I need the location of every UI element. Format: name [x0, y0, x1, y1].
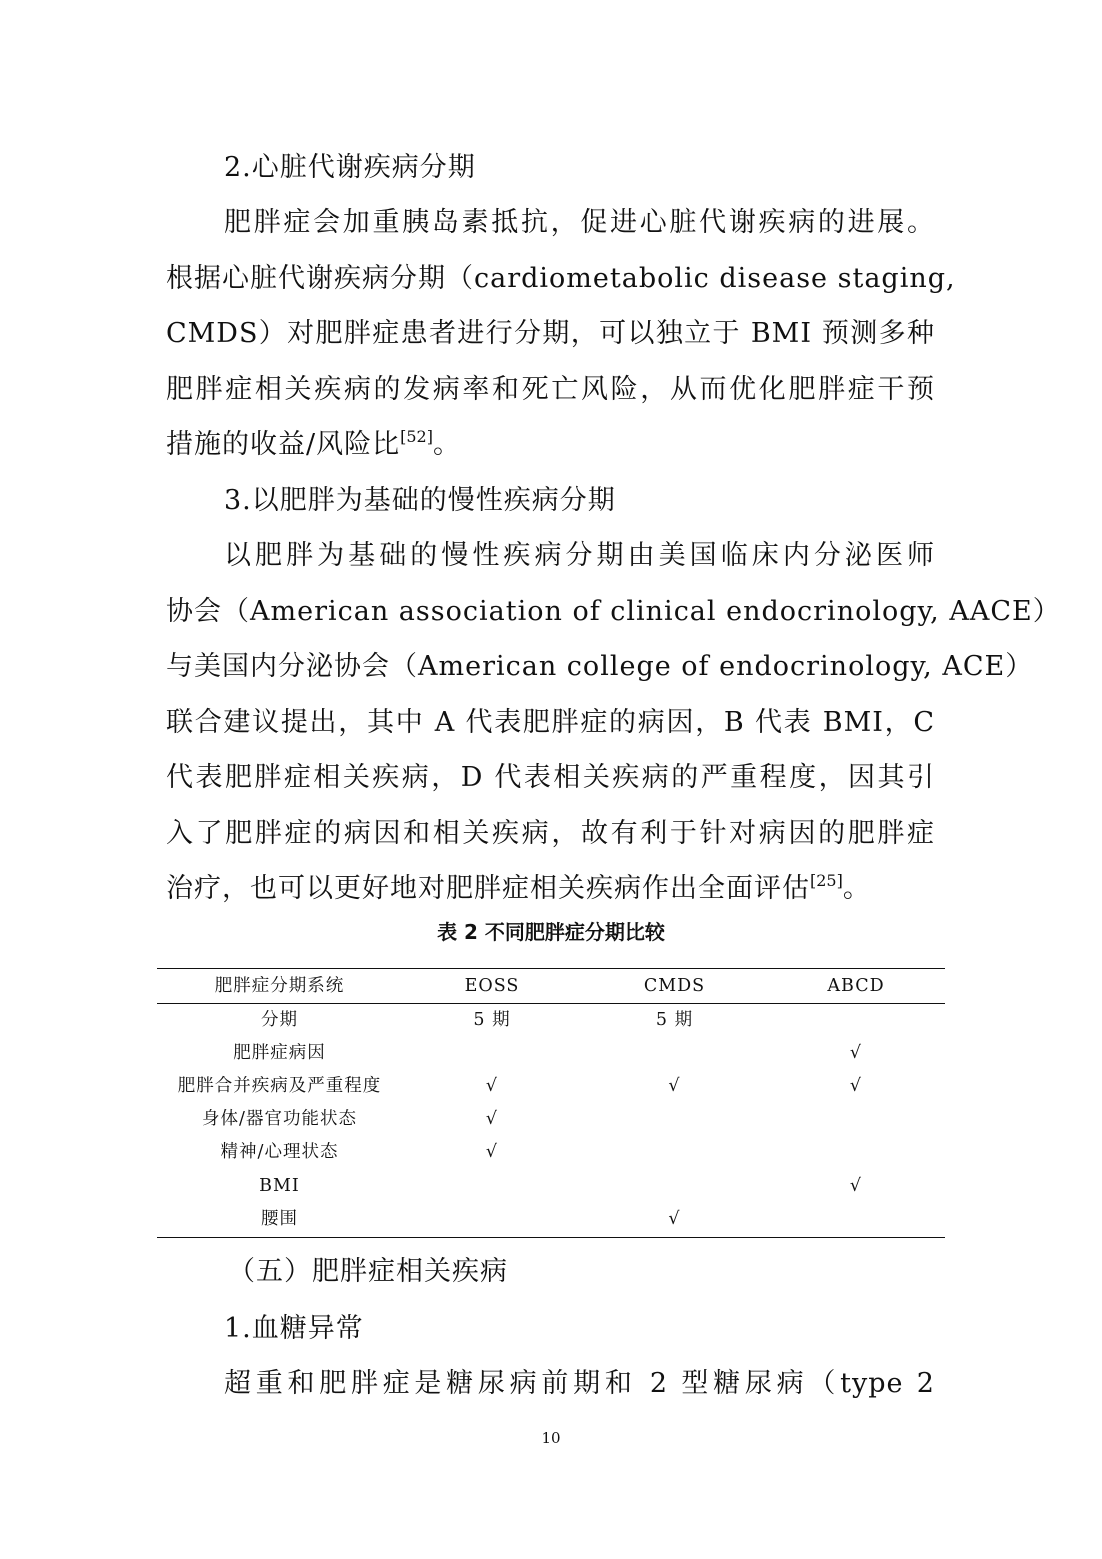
- para-cmds-line-4: 肥胖症相关疾病的发病率和死亡风险，从而优化肥胖症干预: [166, 374, 935, 405]
- heading-cmds: 2.心脏代谢疾病分期: [224, 152, 476, 183]
- citation-52: [52]: [400, 427, 433, 446]
- para-cmds-end: 。: [432, 429, 461, 460]
- row-label: 肥胖合并疾病及严重程度: [177, 1076, 382, 1096]
- cell-abcd: √: [849, 1076, 863, 1096]
- para-cmds-line-1: 肥胖症会加重胰岛素抵抗，促进心脏代谢疾病的进展。: [224, 207, 935, 238]
- para-cmds-line-3: CMDS）对肥胖症患者进行分期，可以独立于 BMI 预测多种: [166, 318, 936, 349]
- page-number: 10: [541, 1429, 561, 1447]
- row-label: 肥胖症病因: [233, 1043, 326, 1063]
- para-abcd-line-7: [166, 869, 935, 909]
- para-glucose-line-1: 超重和肥胖症是糖尿病前期和 2 型糖尿病（type 2: [224, 1368, 935, 1399]
- para-abcd-line-5: 代表肥胖症相关疾病，D 代表相关疾病的严重程度，因其引: [166, 762, 935, 793]
- cell-cmds: √: [668, 1076, 681, 1096]
- cell-cmds: 5 期: [655, 1010, 694, 1030]
- para-abcd-last-text: 治疗，也可以更好地对肥胖症相关疾病作出全面评估: [166, 873, 810, 904]
- citation-25: [25]: [810, 871, 843, 890]
- para-abcd-line-6: 入了肥胖症的病因和相关疾病，故有利于针对病因的肥胖症: [166, 818, 935, 849]
- row-label: 腰围: [261, 1209, 298, 1229]
- table-caption: 表 2 不同肥胖症分期比较: [437, 920, 665, 944]
- cell-eoss: 5 期: [473, 1010, 511, 1030]
- cell-eoss: √: [485, 1109, 499, 1129]
- cell-eoss: √: [485, 1142, 499, 1162]
- row-label: BMI: [259, 1176, 300, 1196]
- cell-abcd: √: [849, 1176, 863, 1196]
- subheading-glucose: 1.血糖异常: [224, 1313, 364, 1344]
- header-abcd: ABCD: [827, 976, 885, 996]
- para-cmds-line-5: [166, 425, 935, 465]
- para-abcd-end: 。: [842, 873, 871, 904]
- section-title: （五）肥胖症相关疾病: [228, 1256, 508, 1287]
- table-top-rule: [157, 968, 945, 969]
- cell-eoss: √: [485, 1076, 499, 1096]
- header-system: 肥胖症分期系统: [214, 976, 345, 996]
- para-abcd-line-2: 协会（American association of clinical endocrinology, AACE）: [166, 596, 1061, 627]
- cell-cmds: √: [668, 1209, 681, 1229]
- para-cmds-last-text: 措施的收益/风险比: [166, 429, 401, 460]
- para-cmds-line-2: 根据心脏代谢疾病分期（cardiometabolic disease staging,: [166, 263, 956, 294]
- row-label: 身体/器官功能状态: [202, 1109, 357, 1129]
- para-abcd-line-3: 与美国内分泌协会（American college of endocrinology, ACE）: [166, 651, 1034, 682]
- row-label: 分期: [261, 1010, 298, 1030]
- para-abcd-line-1: 以肥胖为基础的慢性疾病分期由美国临床内分泌医师: [224, 540, 935, 571]
- para-abcd-line-4: 联合建议提出，其中 A 代表肥胖症的病因，B 代表 BMI，C: [166, 707, 935, 738]
- row-label: 精神/心理状态: [220, 1142, 339, 1162]
- table-bottom-rule: [157, 1237, 945, 1238]
- cell-abcd: √: [849, 1043, 863, 1063]
- header-eoss: EOSS: [464, 976, 520, 996]
- heading-abcd: 3.以肥胖为基础的慢性疾病分期: [224, 485, 616, 516]
- header-cmds: CMDS: [643, 976, 706, 996]
